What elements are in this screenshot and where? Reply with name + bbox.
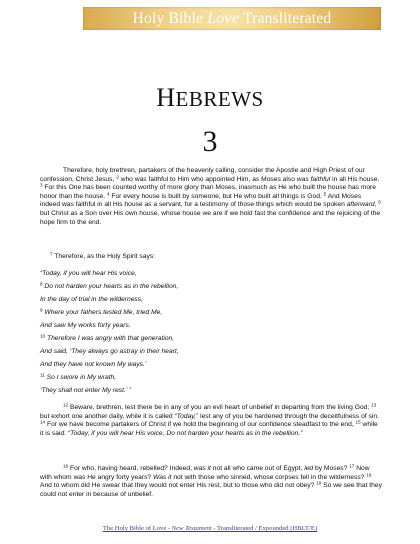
book-title	[0, 83, 420, 113]
paragraph-verses-1-6: Therefore, holy brethren, partakers of the heavenly calling, consider the Apostle and High Priest of our confession, Christ Jesus, $^2$ who was faithful to Him who appointed Him, as Moses also was faithful in all His house. $^3$ For this One has been counted worthy of more glory than Moses, inasmuch as He who built the house has more honor than the house. $^4$ For every house is built by someone, but He who built all things is God. $^5$ And Moses indeed was faithful in all His house as a servant, for a testimony of those things which would be spoken afterward, $^6$ but Christ as a Son over His own house, whose house we are if we hold fast the confidence and the rejoicing of the hope firm to the end.	[40, 167, 381, 226]
poetry-line: ‘They shall not enter My rest.’ ”	[40, 387, 132, 394]
book-title-initial: H	[156, 83, 176, 112]
poetry-line: $^{11}$ So I swore in My wrath,	[40, 372, 117, 381]
header-banner	[83, 7, 381, 30]
banner-text-holy-bible: Holy Bible	[132, 9, 204, 27]
banner-text-transliterated: Transliterated	[243, 9, 332, 27]
poetry-line: $^{10}$ Therefore I was angry with that generation,	[40, 333, 175, 342]
poetry-line: $^8$ Do not harden your hearts as in the rebellion,	[40, 281, 179, 290]
poetry-line: In the day of trial in the wilderness,	[40, 296, 143, 303]
paragraph-verses-12-15: $^{12}$ Beware, brethren, lest there be in any of you an evil heart of unbelief in departing from the living God; $^{13}$ but exhort one another daily, while it is called “Today,” lest any of you be hardened through the deceitfulness of sin. $^{14}$ For we have become partakers of Christ if we hold the beginning of our confidence steadfast to the end, $^{15}$ while it is said: “Today, if you will hear His voice, Do not harden your hearts as in the rebellion.”	[40, 402, 379, 437]
chapter-number: 3	[202, 125, 218, 158]
banner-text-love: Love	[207, 9, 240, 27]
footer-link[interactable]: The Holy Bible of Love - New Testament - Transliterated / Expounded (HBLT/E)	[102, 525, 318, 532]
poetry-line: And saw My works forty years.	[40, 322, 131, 329]
poetry-line: And said, ‘They always go astray in their heart,	[40, 348, 179, 355]
book-title-rest: EBREWS	[175, 87, 264, 111]
paragraph-verses-16-19: $^{16}$ For who, having heard, rebelled? Indeed, was it not all who came out of Egypt, led by Moses? $^{17}$ Now with whom was He angry forty years? Was it not with those who sinned, whose corpses fell in the wilderness? $^{18}$ And to whom did He swear that they would not enter His rest, but to those who did not obey? $^{19}$ So we see that they could not enter in because of unbelief.	[40, 463, 382, 498]
paragraph-verse-7: $^7$ Therefore, as the Holy Spirit says:	[50, 251, 156, 260]
poetry-line: “Today, if you will hear His voice,	[40, 270, 137, 277]
poetry-line: And they have not known My ways.’	[40, 361, 147, 368]
poetry-line: $^9$ Where your fathers tested Me, tried Me,	[40, 307, 163, 316]
